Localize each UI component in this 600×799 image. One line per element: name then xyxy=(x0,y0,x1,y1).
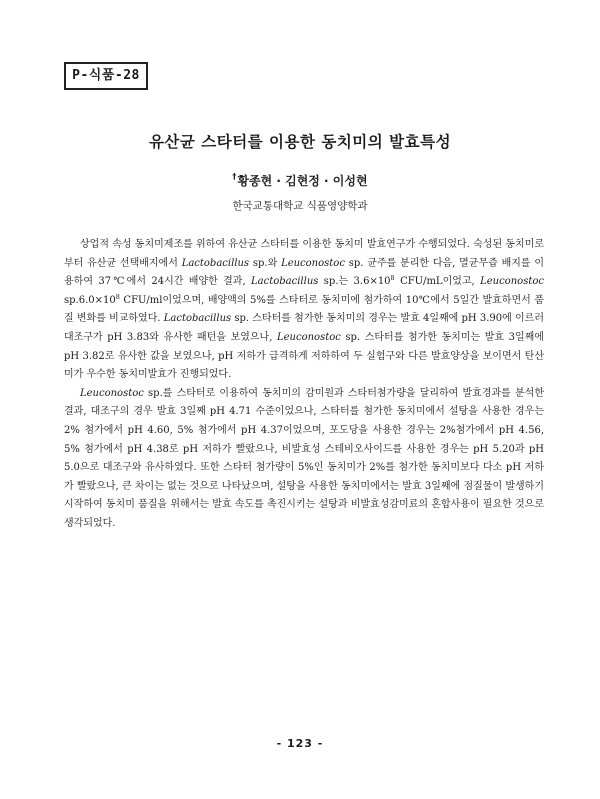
paper-title: 유산균 스타터를 이용한 동치미의 발효특성 xyxy=(148,133,452,151)
abstract-text: sp. 스타터를 첨가한 동치미의 경우는 발효 4일째에 pH 3.90에 이르러 대조구가 pH 3.83와 유사한 패턴을 보였으나, xyxy=(64,313,544,343)
abstract-paragraph-1 xyxy=(64,236,544,385)
species-name: Leuconostoc xyxy=(480,276,544,288)
abstract-text: sp. 스타터를 첨가한 동치미는 발효 3일째에 pH 3.82로 유사한 값을 보였으나, pH 저하가 급격하게 저하하여 두 실험구와 다른 발효양상을 보이면서 탄산미가 우수한 동치미발효가 진행되었다. xyxy=(64,331,544,381)
session-code-badge: P-식품-28 xyxy=(64,62,148,90)
abstract-text: sp.는 3.6×10 xyxy=(318,276,391,288)
abstract-text: CFU/ml이었으며, 배양액의 5%를 스타터로 동치미에 첨가하여 10℃에서 5일간 발효하면서 품질 변화를 비교하였다. xyxy=(64,294,544,325)
abstract-text: 상업적 속성 동치미제조를 위하여 유산균 스타터를 이용한 동치미 발효연구가 수행되었다. 숙성된 동치미로부터 유산균 선택배지에서 xyxy=(64,239,544,269)
author-names: 황종현 · 김현정 · 이성현 xyxy=(237,174,368,188)
species-name: Leuconostoc xyxy=(281,257,345,269)
species-name: Leuconostoc xyxy=(80,387,144,399)
author-affiliation: 한국교통대학교 식품영양학과 xyxy=(232,200,368,212)
author-list xyxy=(0,172,600,189)
species-name: Lactobacillus xyxy=(251,276,319,288)
abstract-text: sp.를 스타터로 이용하여 동치미의 감미원과 스타터첨가량을 달리하여 발효경과를 분석한 결과, 대조구의 경우 발효 3일째 pH 4.71 수준이었으나, 스타터를 첨가한 동치미에서 설탕을 사용한 경우는 2% 첨가에서 pH 4.60, 5% 첨가에서 pH 4.37이었으며, 포도당을 사용한 경우는 2%첨가에서 pH 4.56, 5% 첨가에서 pH 4.38로 pH 저하가 빨랐으나, 비발효성 스테비오사이드를 사용한 경우는 pH 5.20과 pH 5.0으로 대조구와 유사하였다. 또한 스타터 첨가량이 5%인 동치미가 2%를 첨가한 동치미보다 다소 pH 저하가 빨랐으나, 큰 차이는 없는 것으로 나타났으며, 설탕을 사용한 동치미에서는 발효 3일째에 점질물이 발생하기 시작하여 동치미 품질을 위해서는 발효 속도를 촉진시키는 설탕과 비발효성감미료의 혼합사용이 필요한 것으로 생각되었다. xyxy=(64,387,544,529)
abstract-body xyxy=(64,236,544,534)
abstract-paragraph-2 xyxy=(64,385,544,534)
exponent: 8 xyxy=(115,292,120,301)
corresponding-author-mark: † xyxy=(232,172,237,181)
abstract-text: sp.6.0×10 xyxy=(64,294,116,306)
abstract-text: sp.와 xyxy=(249,257,282,269)
exponent: 8 xyxy=(390,274,395,283)
species-name: Leuconostoc xyxy=(276,331,341,343)
abstract-text: sp. 균주를 분리한 다음, 멸균무즙 배지를 이용하여 37℃에서 24시간 배양한 결과, xyxy=(64,257,545,288)
species-name: Lactobacillus xyxy=(181,257,250,269)
abstract-text: CFU/mL이었고, xyxy=(394,276,481,288)
page-number: - 123 - xyxy=(276,737,324,750)
species-name: Lactobacillus xyxy=(163,313,232,325)
